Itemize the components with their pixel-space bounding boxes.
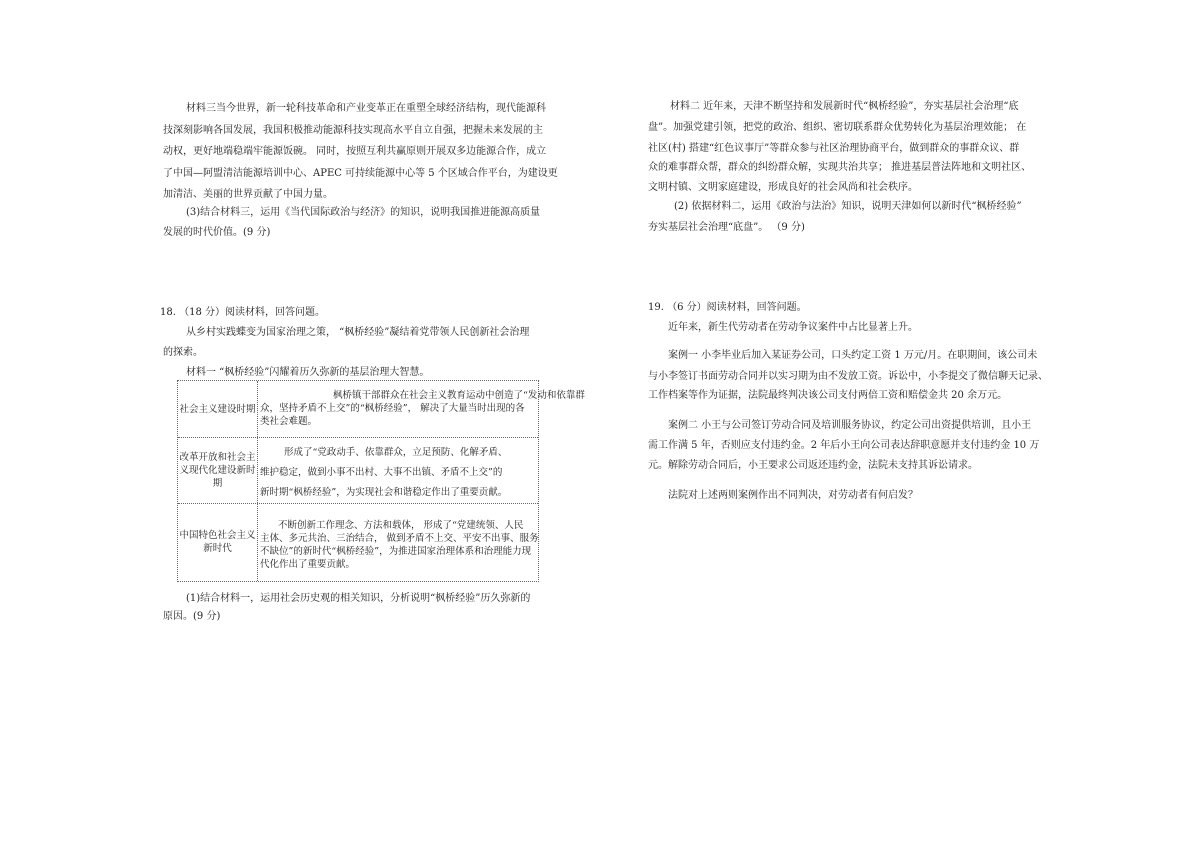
question-19-intro: 近年来，新生代劳动者在劳动争议案件中占比显著上升。	[668, 322, 918, 333]
material-3-line-2: 技深刻影响各国发展，我国积极推动能源科技实现高水平自立自强，把握未来发展的主	[163, 125, 543, 136]
question-19-heading: 19. （6 分）阅读材料，回答问题。	[648, 302, 807, 313]
question-18-intro-line-1: 从乡村实践蝶变为国家治理之策， “枫桥经验”凝结着党带领人民创新社会治理	[186, 327, 530, 338]
table-row-label: 社会主义建设时期	[178, 381, 258, 437]
material-2-line-1: 材料二 近年来，天津不断坚持和发展新时代“枫桥经验”，夯实基层社会治理“底	[670, 101, 1019, 112]
question-2-line-2: 夯实基层社会治理“底盘”。 （9 分)	[648, 222, 805, 233]
question-2-line-1: (2) 依据材料二，运用《政治与法治》知识，说明天津如何以新时代“枫桥经验”	[674, 201, 1022, 212]
material-2-line-4: 众的难事群众帮，群众的纠纷群众解，实现共治共享； 推进基层普法阵地和文明社区、	[648, 162, 1032, 173]
material-3-line-5: 加清洁、美丽的世界贡献了中国力量。	[163, 189, 333, 200]
table-text-line: 新时期“枫桥经验”，为实现社会和谐稳定作出了重要贡献。	[260, 487, 508, 498]
table-row-label: 中国特色社会主义新时代	[178, 503, 258, 581]
case-1-line-2: 与小李签订书面劳动合同并以实习期为由不发放工资。诉讼中，小李提交了微信聊天记录、	[648, 371, 1048, 382]
table-row-content	[259, 381, 585, 437]
question-1-line-2: 原因。(9 分)	[163, 611, 221, 622]
table-text-line: 不断创新工作理念、方法和载体， 形成了“党建统领、人民	[278, 520, 524, 531]
table-text-line: 众，坚持矛盾不上交”的“枫桥经验”， 解决了大量当时出现的各	[260, 403, 525, 414]
question-18-heading: 18. （18 分）阅读材料，回答问题。	[160, 307, 325, 318]
material-2-line-5: 文明村镇、文明家庭建设，形成良好的社会风尚和社会秩序。	[648, 182, 918, 193]
table-text-line: 形成了“党政动手、依靠群众，立足预防、化解矛盾、	[284, 447, 508, 458]
table-text-line: 枫桥镇干部群众在社会主义教育运动中创造了“发动和依靠群	[333, 390, 585, 401]
table-text-line: 主体、多元共治、三治结合， 做到矛盾不上交、平安不出事、服务	[260, 533, 539, 544]
question-18-intro-line-2: 的探索。	[163, 347, 203, 358]
case-2-line-2: 需工作满 5 年，否则应支付违约金。2 年后小王向公司表达辞职意愿并支付违约金 10 万	[648, 440, 1040, 451]
material-3-line-3: 动权，更好地端稳端牢能源饭碗。 同时，按照互利共赢原则开展双多边能源合作，成立	[163, 146, 547, 157]
table-text-line: 不缺位”的新时代“枫桥经验”，为推进国家治理体系和治理能力现	[260, 546, 532, 557]
material-2-line-3: 社区(村) 搭建“红色议事厅”等群众参与社区治理协商平台，做到群众的事群众议、群	[648, 143, 1020, 154]
table-row-label: 改革开放和社会主义现代化建设新时期	[178, 437, 258, 503]
table-row	[178, 437, 538, 504]
case-1-line-3: 工作档案等作为证据，法院最终判决该公司支付两倍工资和赔偿金共 20 余万元。	[648, 390, 1008, 401]
material-3-line-1: 材料三当今世界，新一轮科技革命和产业变革正在重塑全球经济结构，现代能源科	[186, 103, 546, 114]
table-text-line: 维护稳定，做到小事不出村、大事不出镇、矛盾不上交”的	[260, 467, 503, 478]
case-1-line-1: 案例一 小李毕业后加入某证券公司，口头约定工资 1 万元/月。在职期间，该公司未	[668, 350, 1038, 361]
question-1-line-1: (1)结合材料一，运用社会历史观的相关知识，分析说明“枫桥经验”历久弥新的	[186, 593, 531, 604]
material-1-title: 材料一 “枫桥经验”闪耀着历久弥新的基层治理大智慧。	[186, 367, 430, 378]
question-3-line-1: (3)结合材料三，运用《当代国际政治与经济》的知识，说明我国推进能源高质量	[186, 207, 541, 218]
table-row-content	[259, 437, 538, 503]
table-row-content	[259, 503, 538, 581]
material-3-line-4: 了中国—阿盟清洁能源培训中心、APEC 可持续能源中心等 5 个区域合作平台，为建设更	[163, 168, 558, 179]
case-2-line-1: 案例二 小王与公司签订劳动合同及培训服务协议，约定公司出资提供培训，且小王	[668, 420, 1032, 431]
table-text-line: 代化作出了重要贡献。	[260, 559, 356, 570]
case-2-line-3: 元。解除劳动合同后，小王要求公司返还违约金，法院未支持其诉讼请求。	[648, 460, 978, 471]
fengqiao-experience-table	[177, 380, 585, 582]
table-row	[178, 503, 538, 581]
question-19-prompt: 法院对上述两则案例作出不同判决，对劳动者有何启发？	[668, 490, 918, 501]
material-2-line-2: 盘”。加强党建引领，把党的政治、组织、密切联系群众优势转化为基层治理效能； 在	[648, 122, 1027, 133]
question-3-line-2: 发展的时代价值。(9 分)	[163, 227, 271, 238]
table-row	[178, 381, 585, 438]
table-text-line: 类社会难题。	[260, 416, 318, 427]
